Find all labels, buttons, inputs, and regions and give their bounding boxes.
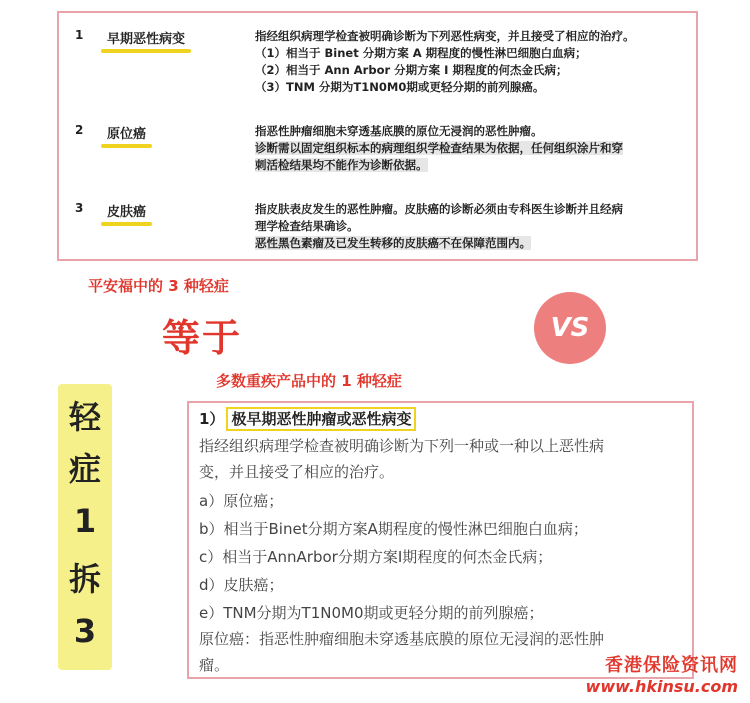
row-description <box>255 123 690 174</box>
row-number: 3 <box>75 201 84 215</box>
desc-line: （1）相当于 Binet 分期方案 A 期程度的慢性淋巴细胞白血病； <box>255 46 587 60</box>
bottom-line: 瘤。 <box>199 656 230 674</box>
term-underline <box>101 49 191 53</box>
desc-line: （2）相当于 Ann Arbor 分期方案 I 期程度的何杰金氏病； <box>255 63 568 77</box>
row-description <box>255 201 690 252</box>
row-term: 早期恶性病变 <box>107 28 185 47</box>
bottom-line: 变，并且接受了相应的治疗。 <box>199 463 395 481</box>
desc-line: （3）TNM 分期为T1N0M0期或更轻分期的前列腺癌。 <box>255 80 545 94</box>
term-underline <box>101 144 152 148</box>
site-watermark <box>586 651 738 696</box>
vs-badge <box>534 292 606 364</box>
side-char: 1 <box>73 502 97 540</box>
desc-line: 指皮肤表皮发生的恶性肿瘤。皮肤癌的诊断必须由专科医生诊断并且经病 <box>255 202 623 216</box>
bottom-line: c）相当于AnnArbor分期方案I期程度的何杰金氏病； <box>199 548 553 566</box>
side-char: 症 <box>68 450 101 488</box>
caption-right: 多数重疾产品中的 1 种轻症 <box>216 372 402 390</box>
side-vertical-label <box>58 384 112 670</box>
side-char: 拆 <box>68 560 101 598</box>
watermark-title: 香港保险资讯网 <box>605 655 738 676</box>
bottom-line: b）相当于Binet分期方案A期程度的慢性淋巴细胞白血病； <box>199 520 588 538</box>
bottom-line: d）皮肤癌； <box>199 576 284 594</box>
desc-line: 刺活检结果均不能作为诊断依据。 <box>255 158 428 172</box>
desc-line: 指恶性肿瘤细胞未穿透基底膜的原位无浸润的恶性肿瘤。 <box>255 124 543 138</box>
row-number: 1 <box>75 28 84 42</box>
top-definitions-table <box>57 11 698 261</box>
vs-text: VS <box>550 313 590 343</box>
watermark-url: www.hkinsu.com <box>585 677 738 696</box>
desc-line: 理学检查结果确诊。 <box>255 219 359 233</box>
desc-line: 诊断需以固定组织标本的病理组织学检查结果为依据，任何组织涂片和穿 <box>255 141 623 155</box>
bottom-line: 指经组织病理学检查被明确诊断为下列一种或一种以上恶性病 <box>199 437 605 455</box>
bottom-line: 原位癌：指恶性肿瘤细胞未穿透基底膜的原位无浸润的恶性肿 <box>199 630 605 648</box>
title-highlight: 极早期恶性肿瘤或恶性病变 <box>226 407 416 431</box>
bottom-definition-box <box>187 401 694 679</box>
title-prefix: 1） <box>199 410 225 428</box>
bottom-title <box>199 408 416 429</box>
caption-left: 平安福中的 3 种轻症 <box>88 277 229 295</box>
desc-line: 指经组织病理学检查被明确诊断为下列恶性病变，并且接受了相应的治疗。 <box>255 29 635 43</box>
equals-heading: 等于 <box>162 316 243 360</box>
row-term: 原位癌 <box>107 123 146 142</box>
term-underline <box>101 222 152 226</box>
row-number: 2 <box>75 123 84 137</box>
row-term: 皮肤癌 <box>107 201 146 220</box>
side-char: 轻 <box>68 398 101 436</box>
bottom-line: e）TNM分期为T1N0M0期或更轻分期的前列腺癌； <box>199 604 544 622</box>
desc-line: 恶性黑色素瘤及已发生转移的皮肤癌不在保障范围内。 <box>255 236 531 250</box>
row-description <box>255 28 690 96</box>
bottom-line: a）原位癌； <box>199 492 284 510</box>
side-char: 3 <box>73 612 97 650</box>
